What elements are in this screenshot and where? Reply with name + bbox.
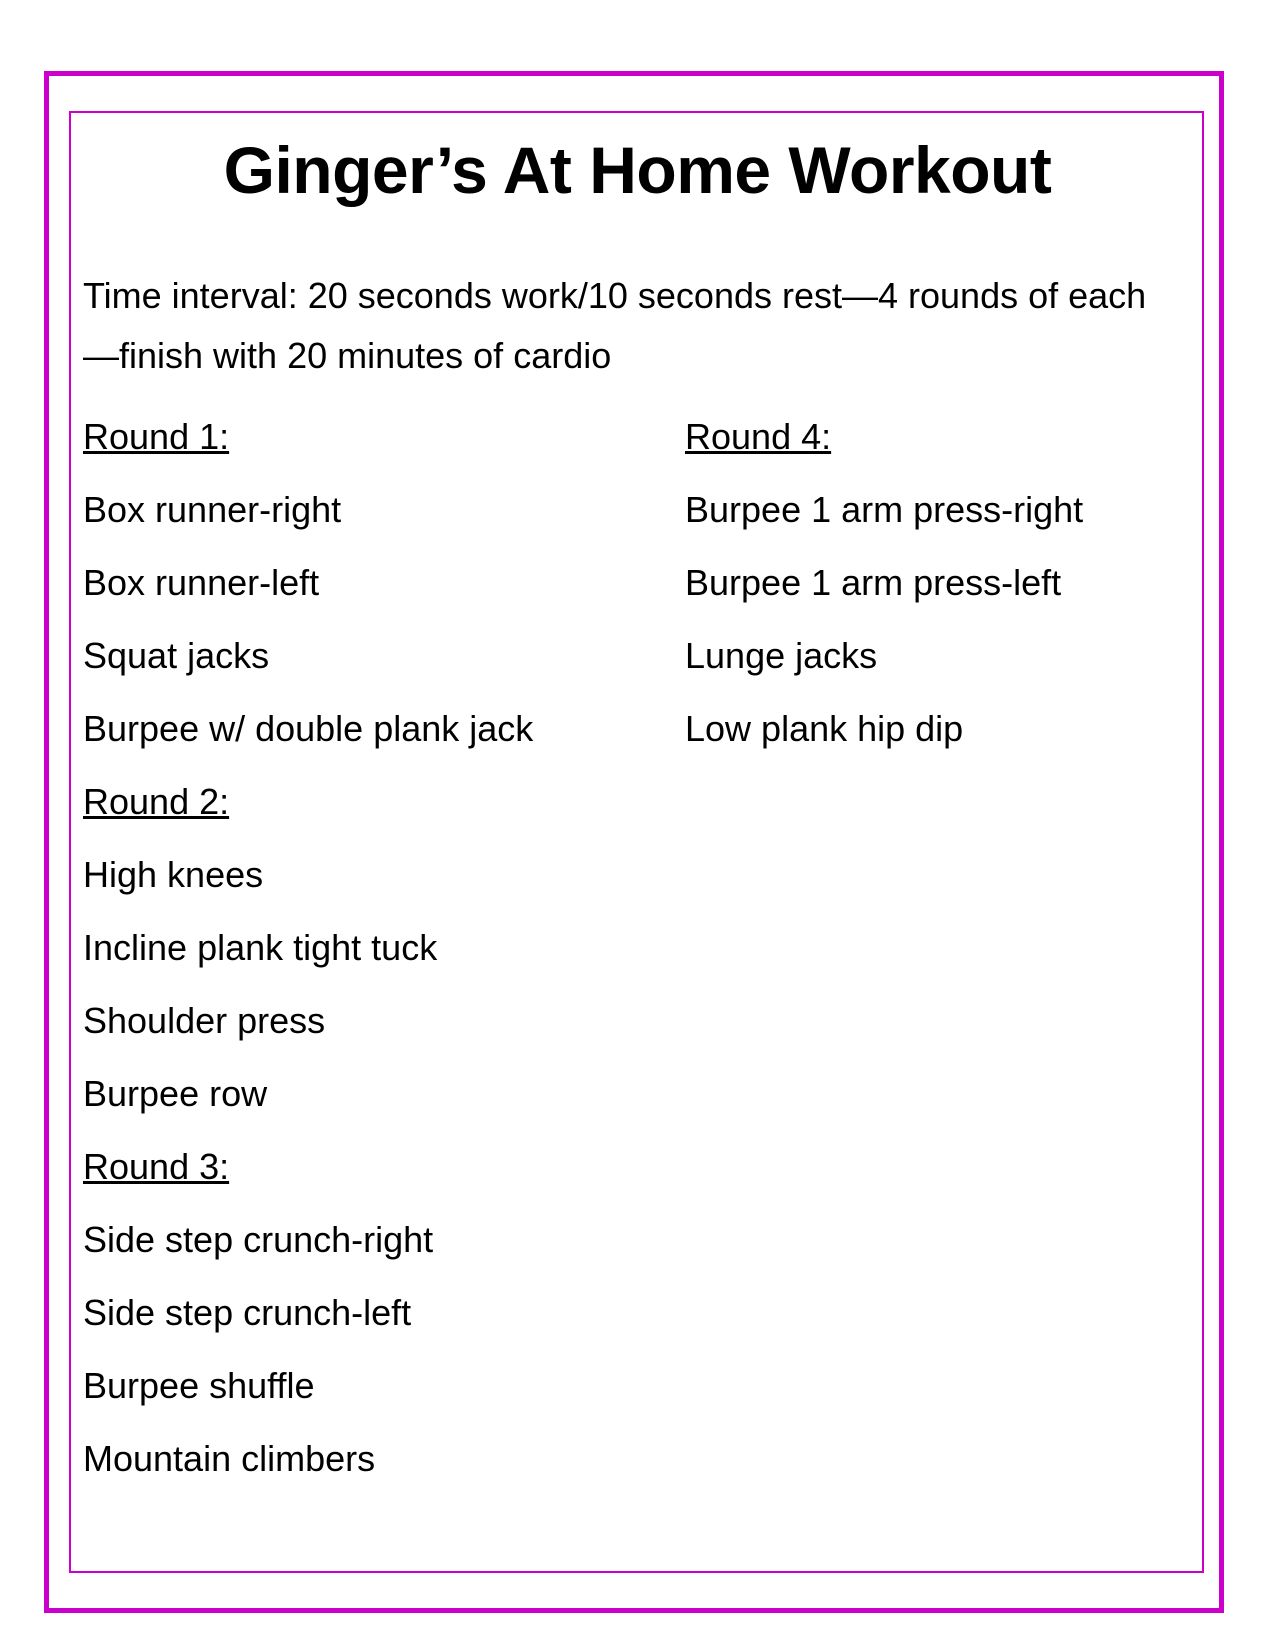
- page-title: Ginger’s At Home Workout: [223, 133, 1052, 207]
- time-interval-instructions: Time interval: 20 seconds work/10 seconds rest—4 rounds of each—finish with 20 minutes of cardio: [83, 275, 1147, 376]
- round-4-exercise: Low plank hip dip: [685, 708, 964, 749]
- round-2-exercise: Incline plank tight tuck: [83, 927, 438, 968]
- round-1-exercise: Box runner-right: [83, 489, 342, 530]
- round-3-exercise: Side step crunch-right: [83, 1219, 434, 1260]
- round-3-exercise: Burpee shuffle: [83, 1365, 315, 1406]
- round-3-heading: Round 3:: [83, 1146, 230, 1187]
- round-4-heading: Round 4:: [685, 416, 832, 457]
- round-4-exercise: Lunge jacks: [685, 635, 878, 676]
- round-4-exercise: Burpee 1 arm press-right: [685, 489, 1084, 530]
- rounds-right-column: [685, 400, 1205, 765]
- round-2-heading: Round 2:: [83, 781, 230, 822]
- rounds-left-column: [83, 400, 643, 1495]
- round-1-exercise: Squat jacks: [83, 635, 270, 676]
- round-1-exercise: Box runner-left: [83, 562, 320, 603]
- round-4-exercise: Burpee 1 arm press-left: [685, 562, 1062, 603]
- round-2-exercise: High knees: [83, 854, 264, 895]
- round-1-exercise: Burpee w/ double plank jack: [83, 708, 534, 749]
- round-1-heading: Round 1:: [83, 416, 230, 457]
- round-2-exercise: Shoulder press: [83, 1000, 326, 1041]
- round-3-exercise: Side step crunch-left: [83, 1292, 412, 1333]
- round-2-exercise: Burpee row: [83, 1073, 268, 1114]
- round-3-exercise: Mountain climbers: [83, 1438, 376, 1479]
